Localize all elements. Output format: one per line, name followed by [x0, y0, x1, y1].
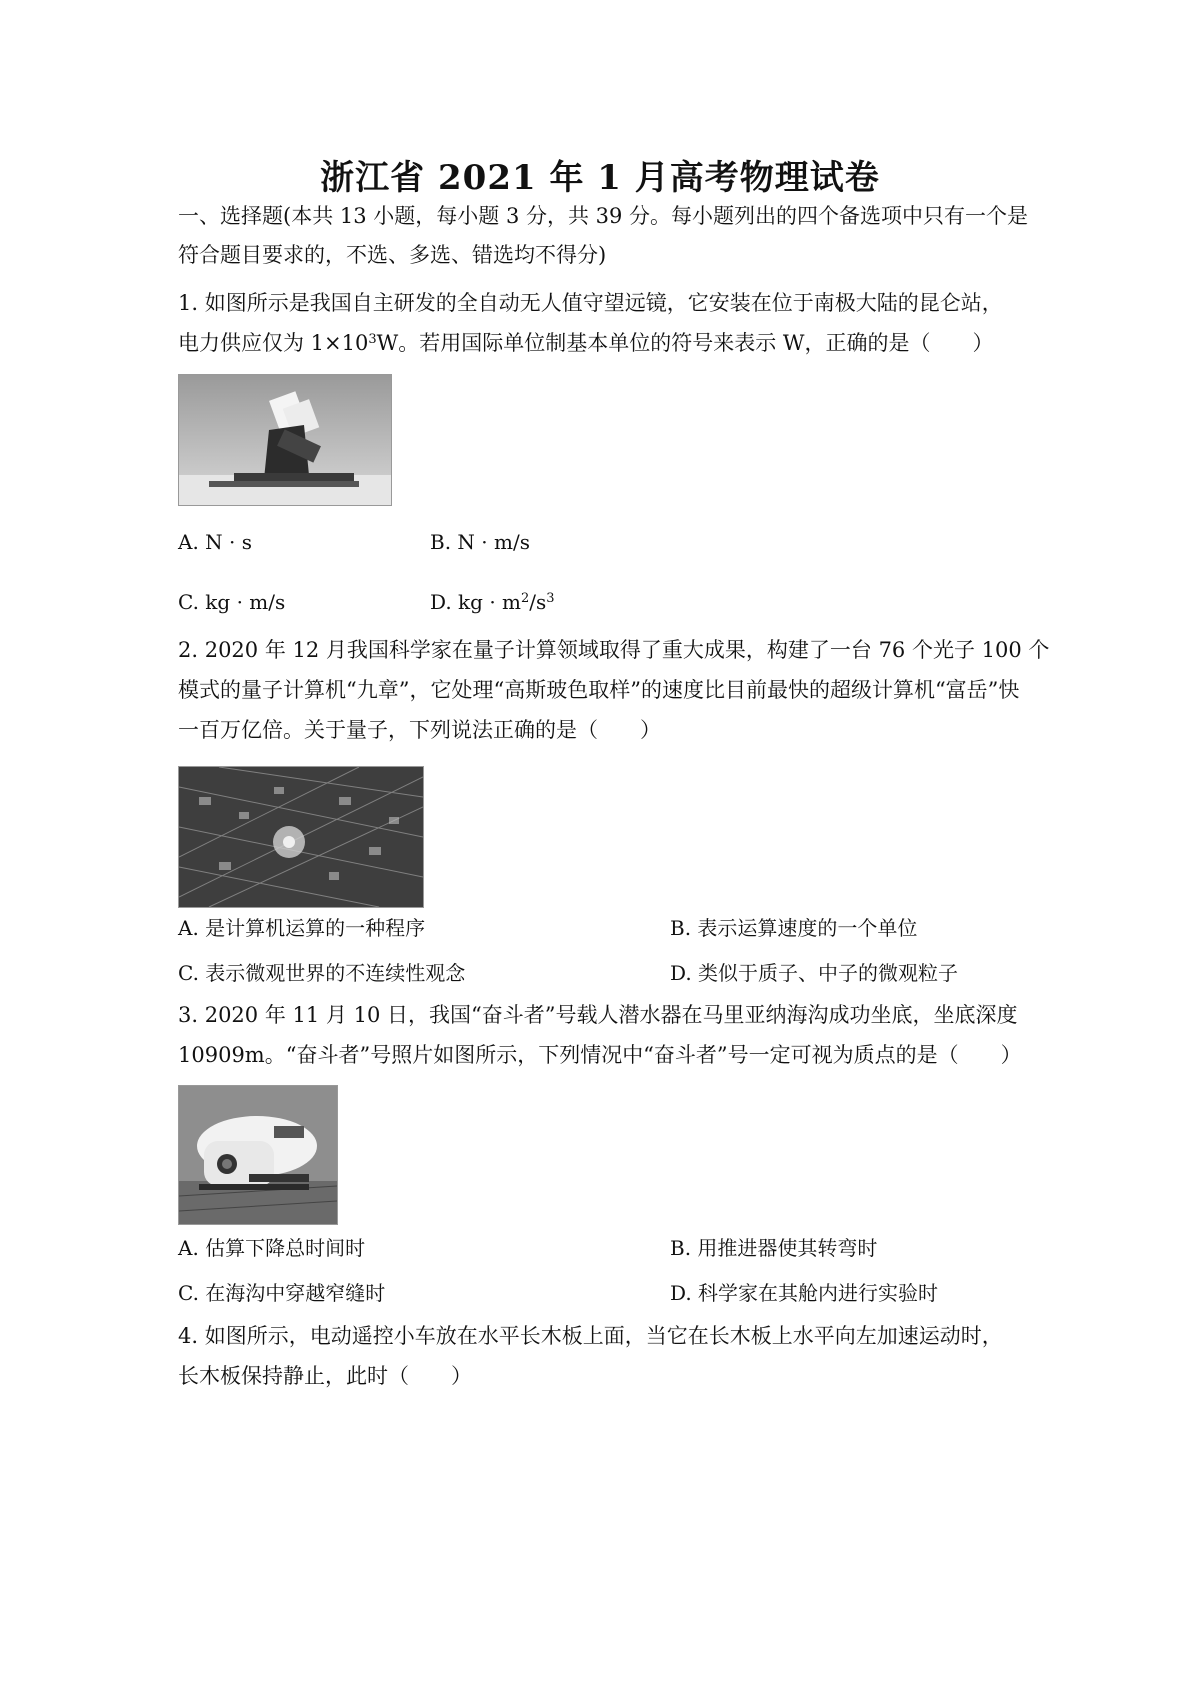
q2-text-line-3: 一百万亿倍。关于量子，下列说法正确的是（ ）: [178, 718, 661, 742]
q2-option-b: B. 表示运算速度的一个单位: [670, 916, 918, 940]
page-title: 浙江省 2021 年 1 月高考物理试卷: [320, 158, 880, 198]
q1-option-c: C. kg · m/s: [178, 590, 286, 614]
q3-option-a: A. 估算下降总时间时: [178, 1236, 366, 1260]
q4-text-line-2: 长木板保持静止，此时（ ）: [178, 1364, 472, 1388]
section-header-line-2: 符合题目要求的，不选、多选、错选均不得分): [178, 243, 607, 267]
q1-option-b: B. N · m/s: [430, 530, 530, 554]
section-header-line-1: 一、选择题(本共 13 小题，每小题 3 分，共 39 分。每小题列出的四个备选项中只有一个是: [178, 204, 1029, 228]
q3-option-d: D. 科学家在其舱内进行实验时: [670, 1281, 939, 1305]
submersible-photo: [178, 1085, 338, 1225]
quantum-computer-photo: [178, 766, 424, 908]
q3-option-c: C. 在海沟中穿越窄缝时: [178, 1281, 386, 1305]
q2-text-line-2: 模式的量子计算机“九章”，它处理“高斯玻色取样”的速度比目前最快的超级计算机“富岳”快: [178, 678, 1020, 702]
q4-text-line-1: 4. 如图所示，电动遥控小车放在水平长木板上面，当它在长木板上水平向左加速运动时，: [178, 1324, 1003, 1348]
q2-option-a: A. 是计算机运算的一种程序: [178, 916, 426, 940]
q3-text-line-2: 10909m。“奋斗者”号照片如图所示，下列情况中“奋斗者”号一定可视为质点的是（ ）: [178, 1043, 1022, 1067]
q1-option-d: D. kg · $m^2/s^3$: [430, 590, 555, 614]
q3-option-b: B. 用推进器使其转弯时: [670, 1236, 878, 1260]
q1-text-line-1: 1. 如图所示是我国自主研发的全自动无人值守望远镜，它安装在位于南极大陆的昆仑站，: [178, 291, 1003, 315]
q2-option-d: D. 类似于质子、中子的微观粒子: [670, 961, 959, 985]
q2-option-c: C. 表示微观世界的不连续性观念: [178, 961, 466, 985]
q1-text-line-2: 电力供应仅为 $1\times 10^3W$。若用国际单位制基本单位的符号来表示 W，正确的是（ ）: [178, 331, 994, 355]
q1-option-a: A. N · s: [178, 530, 252, 554]
telescope-photo: [178, 374, 392, 506]
q2-text-line-1: 2. 2020 年 12 月我国科学家在量子计算领域取得了重大成果，构建了一台 76 个光子 100 个: [178, 638, 1050, 662]
q3-text-line-1: 3. 2020 年 11 月 10 日，我国“奋斗者”号载人潜水器在马里亚纳海沟成功坐底，坐底深度: [178, 1003, 1018, 1027]
